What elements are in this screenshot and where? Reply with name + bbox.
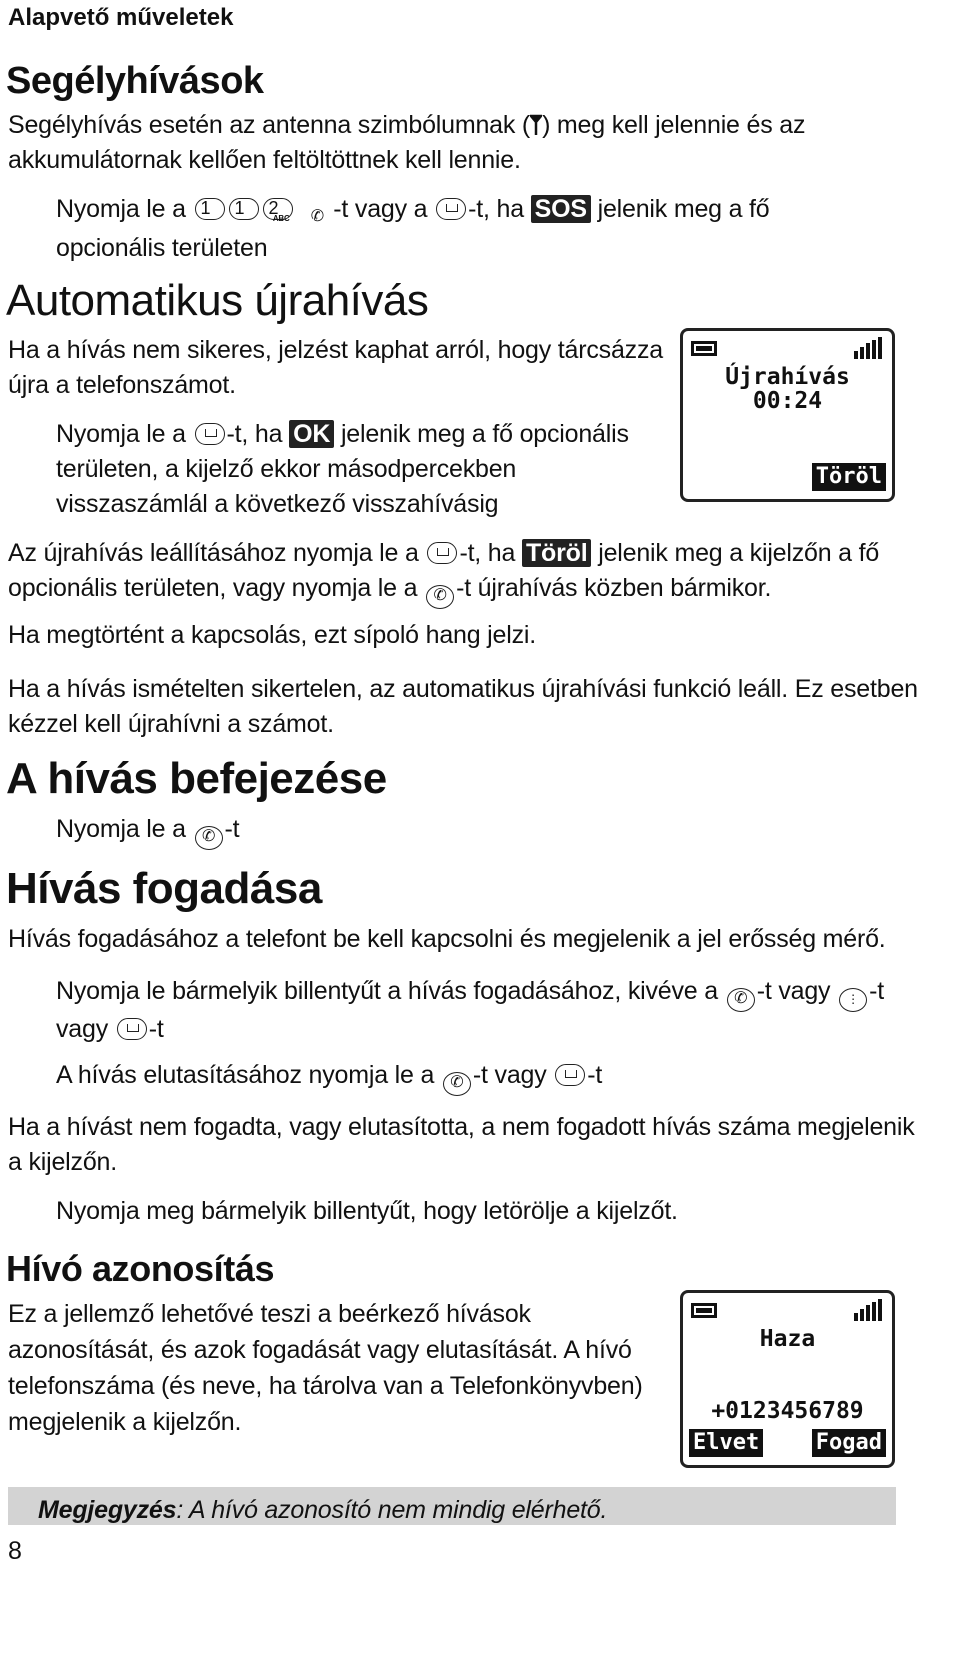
display-soft-label: Töröl bbox=[812, 463, 886, 491]
soft-key-icon bbox=[195, 423, 225, 445]
heading-end-call: A hívás befejezése bbox=[6, 754, 387, 803]
display-line-1: Újrahívás bbox=[725, 364, 850, 390]
heading-answer-call: Hívás fogadása bbox=[6, 864, 322, 913]
sos-badge: SOS bbox=[531, 195, 591, 223]
display-accept-label: Fogad bbox=[812, 1429, 886, 1457]
note: Megjegyzés: A hívó azonosító nem mindig elérhető. bbox=[38, 1496, 608, 1524]
navigation-key-icon: ⋮ bbox=[839, 988, 867, 1012]
display-line-2: 00:24 bbox=[752, 388, 823, 414]
soft-key-icon bbox=[436, 198, 466, 220]
signal-icon bbox=[854, 337, 884, 359]
emergency-para: Segélyhívás esetén az antenna szimbólumnak ( ) meg kell jelennie és az akkumulátornak kellően feltöltöttnek kell lennie. bbox=[8, 111, 806, 174]
torol-badge: Töröl bbox=[522, 539, 592, 567]
key-2-icon: 2 ABC bbox=[263, 198, 293, 220]
battery-icon bbox=[691, 1303, 717, 1318]
caller-id-para: Ez a jellemző lehetővé teszi a beérkező hívások azonosítását, és azok fogadását vagy elutasítását. A hívó telefonszáma (és neve, ha tárolva van a Telefonkönyvben) megjelenik a kijelzőn. bbox=[8, 1300, 643, 1436]
call-key-icon: ✆ bbox=[310, 208, 324, 225]
end-key-icon: ✆ bbox=[195, 826, 223, 850]
soft-key-icon bbox=[117, 1018, 147, 1040]
heading-auto-redial: Automatikus újrahívás bbox=[6, 276, 429, 325]
soft-key-icon bbox=[427, 542, 457, 564]
antenna-icon bbox=[530, 111, 542, 133]
redial-instruction: Nyomja le a -t, ha OK jelenik meg a fő opcionális területen, a kijelző ekkor másodpercekben visszaszámlál a következő visszahívásig bbox=[56, 420, 629, 518]
page-number: 8 bbox=[8, 1537, 22, 1565]
note-label: Megjegyzés bbox=[38, 1496, 177, 1524]
end-key-icon: ✆ bbox=[727, 988, 755, 1012]
reject-instruction: A hívás elutasításához nyomja le a ✆ -t vagy -t bbox=[56, 1058, 602, 1096]
redial-stop-para: Az újrahívás leállításához nyomja le a -t, ha Töröl jelenik meg a kijelzőn a fő opcionális területen, vagy nyomja le a ✆ -t újrahívás közben bármikor. bbox=[8, 536, 879, 609]
display-caller-number: +0123456789 bbox=[711, 1398, 864, 1424]
key-1-icon: 1 bbox=[195, 198, 225, 220]
heading-caller-id: Hívó azonosítás bbox=[6, 1248, 275, 1289]
emergency-instruction: Nyomja le a 1 1 2 ABC ✆ -t vagy a -t, ha SOS jelenik meg a fő opcionális területen bbox=[56, 195, 770, 262]
display-caller-name: Haza bbox=[759, 1326, 816, 1352]
running-head: Alapvető műveletek bbox=[8, 4, 234, 31]
end-call-instruction: Nyomja le a ✆ -t bbox=[56, 812, 239, 850]
phone-display-redial bbox=[680, 328, 895, 502]
answer-instruction: Nyomja le bármelyik billentyűt a hívás fogadásához, kivéve a ✆ -t vagy ⋮ -t vagy -t bbox=[56, 977, 884, 1043]
redial-fail-para: Ha a hívás ismételten sikertelen, az automatikus újrahívási funkció leáll. Ez esetben kézzel kell újrahívni a számot. bbox=[8, 675, 918, 738]
redial-para: Ha a hívás nem sikeres, jelzést kaphat arról, hogy tárcsázza újra a telefonszámot. bbox=[8, 336, 663, 399]
answer-para: Hívás fogadásához a telefont be kell kapcsolni és megjelenik a jel erősség mérő. bbox=[8, 925, 886, 953]
key-1-icon: 1 bbox=[229, 198, 259, 220]
soft-key-icon bbox=[555, 1064, 585, 1086]
signal-icon bbox=[854, 1299, 884, 1321]
redial-connect-para: Ha megtörtént a kapcsolás, ezt sípoló hang jelzi. bbox=[8, 621, 536, 649]
end-key-icon: ✆ bbox=[443, 1072, 471, 1096]
missed-call-para: Ha a hívást nem fogadta, vagy elutasította, a nem fogadott hívás száma megjelenik a kijelzőn. bbox=[8, 1113, 915, 1176]
clear-display-instruction: Nyomja meg bármelyik billentyűt, hogy letörölje a kijelzőt. bbox=[56, 1197, 678, 1225]
display-reject-label: Elvet bbox=[689, 1429, 763, 1457]
battery-icon bbox=[691, 341, 717, 356]
ok-badge: OK bbox=[289, 420, 334, 448]
end-key-icon: ✆ bbox=[426, 585, 454, 609]
heading-emergency-calls: Segélyhívások bbox=[6, 60, 264, 102]
phone-display-caller-id bbox=[680, 1290, 895, 1468]
